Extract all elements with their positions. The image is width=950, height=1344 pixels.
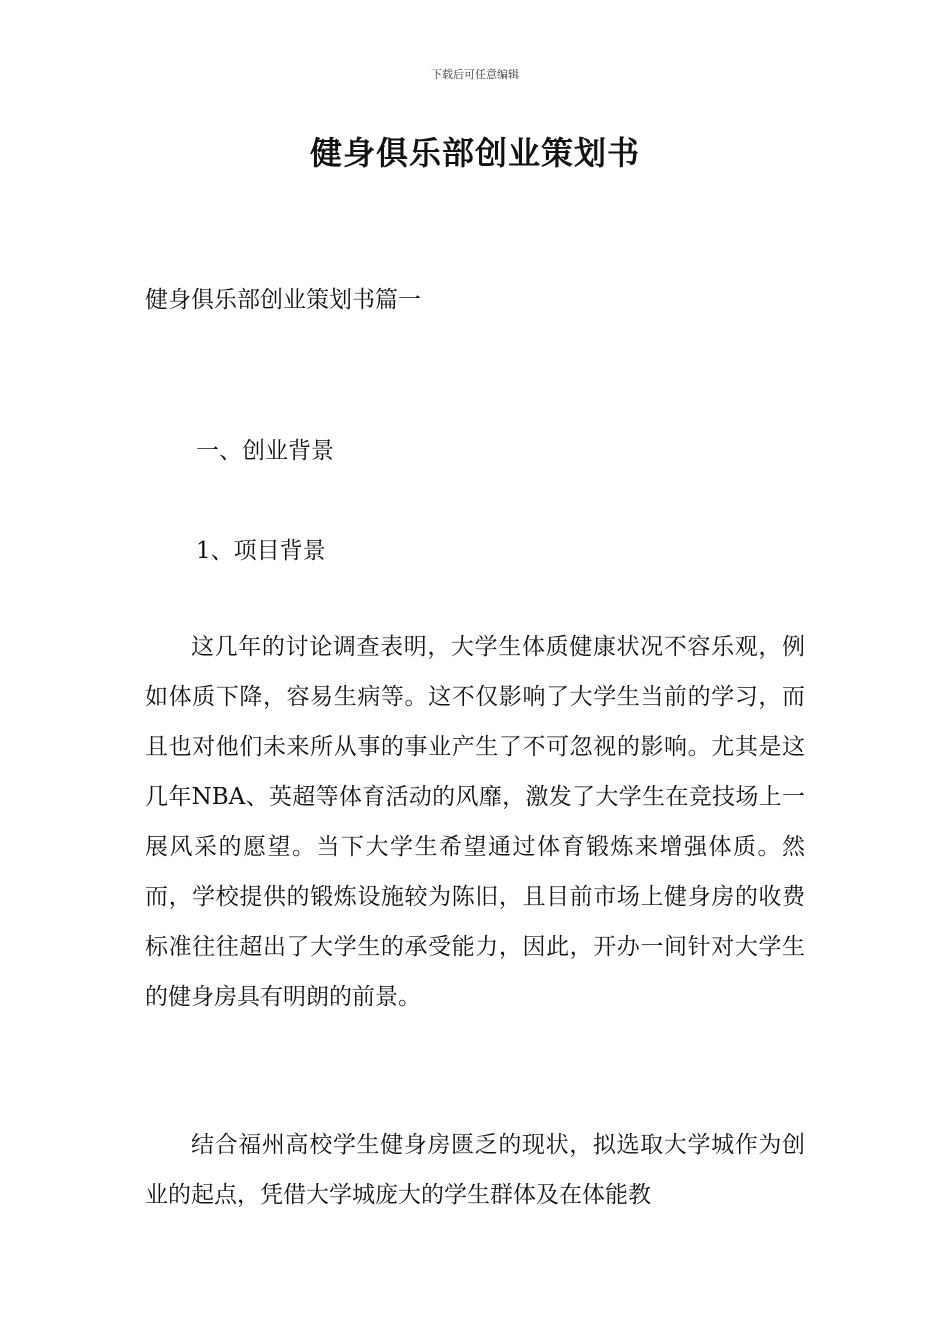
body-paragraph-1: 这几年的讨论调查表明，大学生体质健康状况不容乐观，例如体质下降，容易生病等。这不仅影响了大学生当前的学习，而且也对他们未来所从事的事业产生了不可忽视的影响。尤其是这几年NBA、英超等体育活动的风靡，激发了大学生在竞技场上一展风采的愿望。当下大学生希望通过体育锻炼来增强体质。然而，学校提供的锻炼设施较为陈旧，且目前市场上健身房的收费标准往往超出了大学生的承受能力，因此，开办一间针对大学生的健身房具有明朗的前景。 bbox=[145, 634, 805, 1010]
body-paragraph-2: 结合福州高校学生健身房匮乏的现状，拟选取大学城作为创业的起点，凭借大学城庞大的学生群体及在体能教 bbox=[145, 1132, 805, 1208]
header-note: 下载后可任意编辑 bbox=[431, 68, 519, 81]
section-heading: 一、创业背景 bbox=[196, 438, 334, 464]
document-title: 健身俱乐部创业策划书 bbox=[309, 134, 640, 172]
document-subtitle: 健身俱乐部创业策划书篇一 bbox=[145, 287, 421, 313]
subsection-heading: 1、项目背景 bbox=[196, 538, 326, 564]
